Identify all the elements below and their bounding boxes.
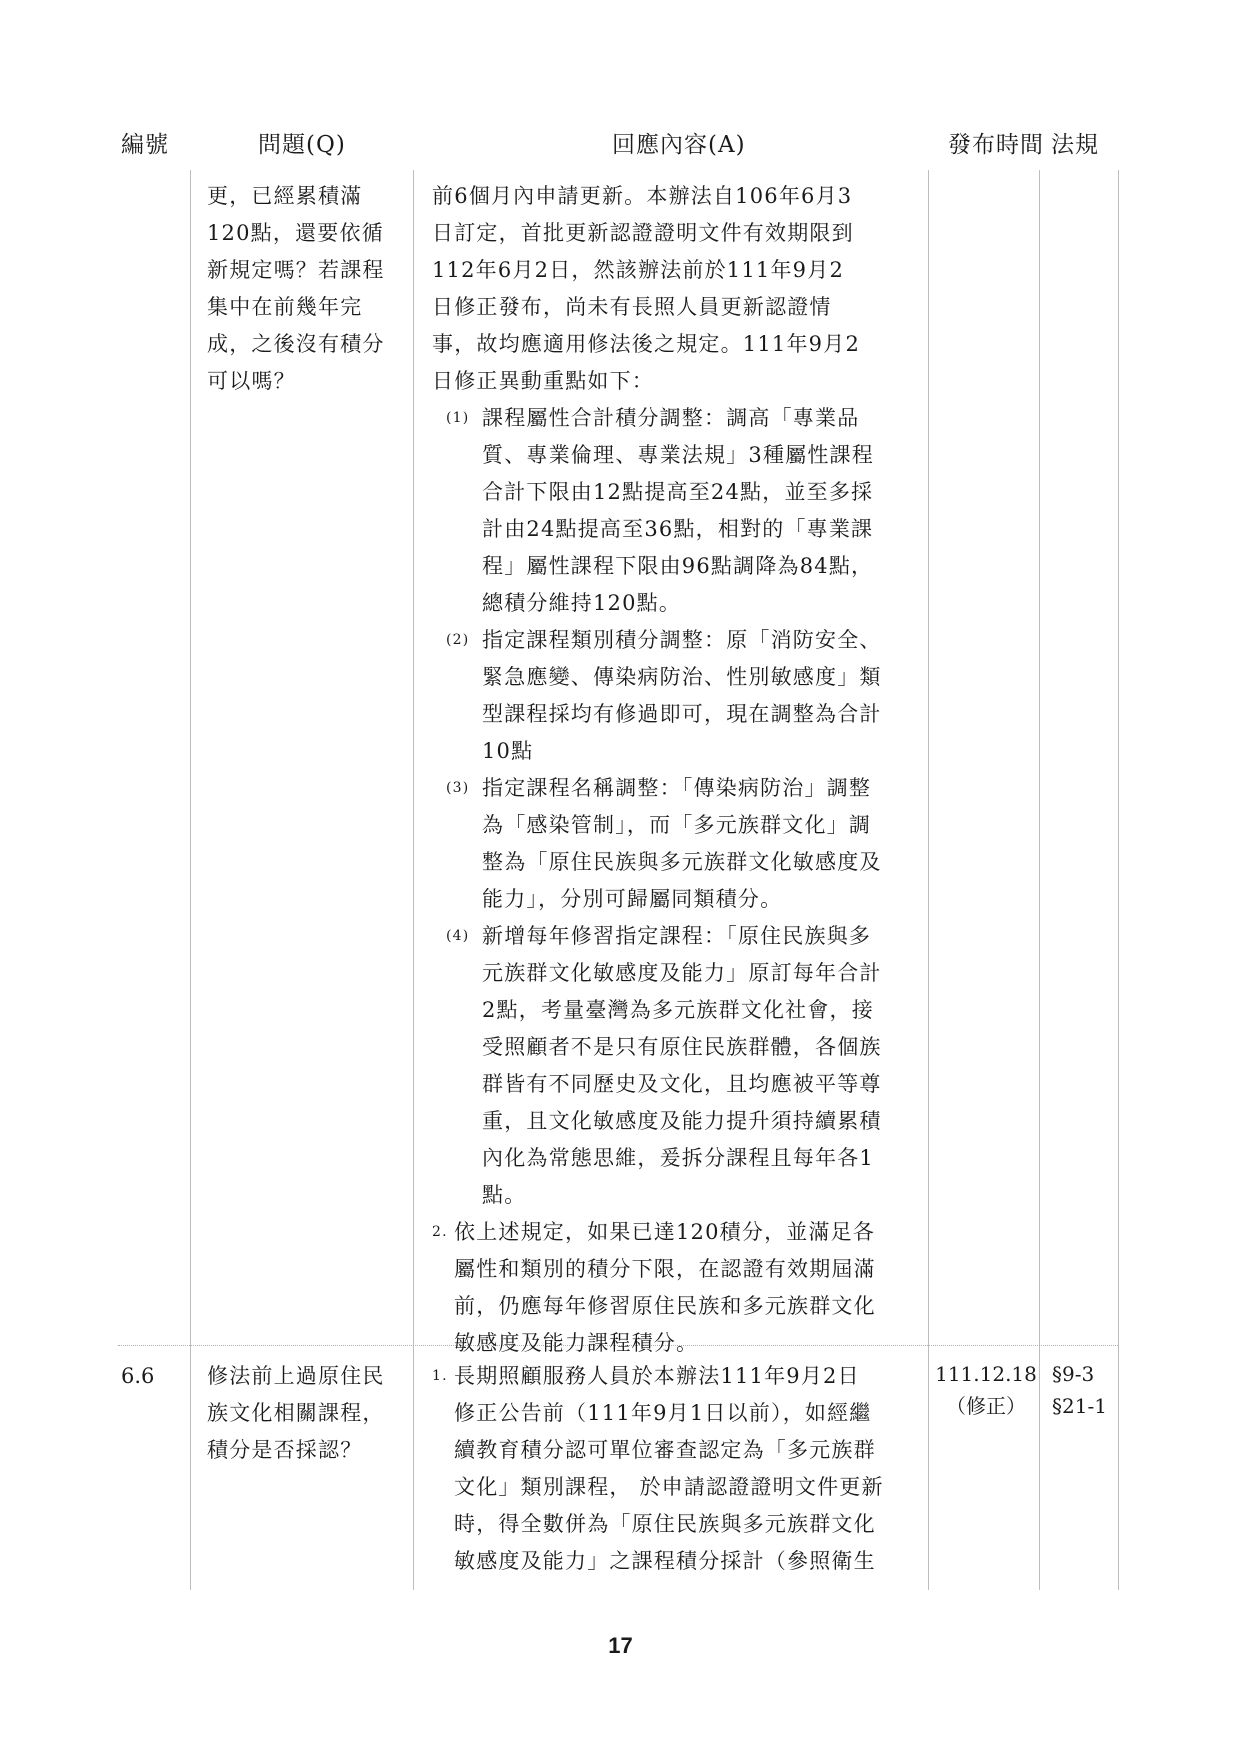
question-line: 新規定嗎？若課程: [207, 258, 385, 282]
answer-line: 受照顧者不是只有原住民族群體，各個族: [482, 1035, 882, 1059]
answer-line: 計由24點提高至36點，相對的「專業課: [482, 517, 874, 541]
answer-line: 能力」，分別可歸屬同類積分。: [482, 887, 783, 911]
answer-line: 10點: [482, 739, 534, 763]
answer-line: 前，仍應每年修習原住民族和多元族群文化: [454, 1294, 876, 1318]
header-answer: 回應內容(A): [612, 132, 746, 158]
law-line: §21-1: [1052, 1394, 1107, 1418]
sub-item-number: (1): [446, 410, 470, 426]
answer-line: 112年6月2日，然該辦法前於111年9月2: [432, 258, 845, 282]
answer-line: 時，得全數併為「原住民族與多元族群文化: [454, 1512, 876, 1536]
answer-line: 修正公告前（111年9月1日以前），如經繼: [454, 1401, 872, 1425]
row2-date: [935, 1358, 1037, 1422]
row1-answer: [432, 178, 926, 1362]
column-rule: [928, 170, 929, 1590]
question-line: 可以嗎？: [207, 369, 296, 393]
row1-question: [207, 178, 409, 400]
answer-line: 依上述規定，如果已達120積分，並滿足各: [454, 1220, 876, 1244]
answer-line: 屬性和類別的積分下限，在認證有效期屆滿: [454, 1257, 876, 1281]
answer-line: 敏感度及能力」之課程積分採計（參照衛生: [454, 1549, 876, 1573]
answer-line: 總積分維持120點。: [482, 591, 682, 615]
answer-line: 新增每年修習指定課程：「原住民族與多: [482, 924, 872, 948]
answer-line: 日修正發布，尚未有長照人員更新認證情: [432, 295, 832, 319]
row2-answer: [432, 1358, 926, 1580]
row2-question: [207, 1358, 409, 1469]
sub-item-number: (2): [446, 632, 470, 648]
header-question: 問題(Q): [258, 132, 346, 158]
question-line: 120點，還要依循: [207, 221, 384, 245]
sub-item-number: (3): [446, 780, 470, 796]
answer-line: 續教育積分認可單位審查認定為「多元族群: [454, 1438, 876, 1462]
sub-item-1: [446, 400, 926, 622]
row2-law: [1052, 1358, 1107, 1422]
answer-line: 內化為常態思維，爰拆分課程且每年各1: [482, 1146, 874, 1170]
question-line: 成，之後沒有積分: [207, 332, 385, 356]
answer-line: 前6個月內申請更新。本辦法自106年6月3: [432, 184, 853, 208]
answer-intro: [432, 178, 926, 400]
answer-line: 敏感度及能力課程積分。: [454, 1331, 699, 1355]
answer-line: 型課程採均有修過即可，現在調整為合計: [482, 702, 882, 726]
answer-line: 長期照顧服務人員於本辦法111年9月2日: [454, 1364, 860, 1388]
main-item-number: 1.: [432, 1368, 448, 1384]
answer-line: 程」屬性課程下限由96點調降為84點，: [482, 554, 874, 578]
question-line: 修法前上過原住民: [207, 1364, 385, 1388]
column-rule: [1039, 170, 1040, 1590]
answer-line: 整為「原住民族與多元族群文化敏感度及: [482, 850, 882, 874]
answer-line: 重，且文化敏感度及能力提升須持續累積: [482, 1109, 882, 1133]
header-date: 發布時間: [948, 132, 1044, 158]
date-line: （修正）: [946, 1394, 1026, 1418]
question-line: 更，已經累積滿: [207, 184, 363, 208]
answer-line: 日修正異動重點如下：: [432, 369, 654, 393]
header-law: 法規: [1051, 132, 1099, 158]
answer-line: 指定課程類別積分調整：原「消防安全、: [482, 628, 882, 652]
answer-line: 元族群文化敏感度及能力」原訂每年合計: [482, 961, 882, 985]
answer-line: 文化」類別課程， 於申請認證證明文件更新: [454, 1475, 884, 1499]
question-line: 集中在前幾年完: [207, 295, 363, 319]
page-number: 17: [608, 1633, 633, 1658]
answer-line: 緊急應變、傳染病防治、性別敏感度」類: [482, 665, 882, 689]
answer-line: 質、專業倫理、專業法規」3種屬性課程: [482, 443, 874, 467]
column-rule: [1118, 170, 1119, 1590]
answer-line: 日訂定，首批更新認證證明文件有效期限到: [432, 221, 854, 245]
main-item-2: [432, 1214, 926, 1362]
main-item-number: 2.: [432, 1224, 448, 1240]
question-line: 積分是否採認？: [207, 1438, 363, 1462]
answer-line: 群皆有不同歷史及文化，且均應被平等尊: [482, 1072, 882, 1096]
answer-line: 課程屬性合計積分調整：調高「專業品: [482, 406, 860, 430]
law-line: §9-3: [1052, 1362, 1095, 1386]
answer-line: 事，故均應適用修法後之規定。111年9月2: [432, 332, 861, 356]
main-item-1: [432, 1358, 926, 1580]
column-rule: [413, 170, 414, 1590]
question-line: 族文化相關課程，: [207, 1401, 385, 1425]
sub-item-2: [446, 622, 926, 770]
answer-line: 合計下限由12點提高至24點，並至多採: [482, 480, 874, 504]
header-id: 編號: [121, 132, 169, 158]
answer-line: 2點，考量臺灣為多元族群文化社會，接: [482, 998, 874, 1022]
answer-line: 點。: [482, 1183, 527, 1207]
row2-id: 6.6: [121, 1364, 155, 1388]
sub-item-4: [446, 918, 926, 1214]
answer-line: 指定課程名稱調整：「傳染病防治」調整: [482, 776, 872, 800]
answer-line: 為「感染管制」，而「多元族群文化」調: [482, 813, 872, 837]
sub-item-number: (4): [446, 928, 470, 944]
date-line: 111.12.18: [935, 1362, 1037, 1386]
sub-item-3: [446, 770, 926, 918]
column-rule: [190, 170, 191, 1590]
